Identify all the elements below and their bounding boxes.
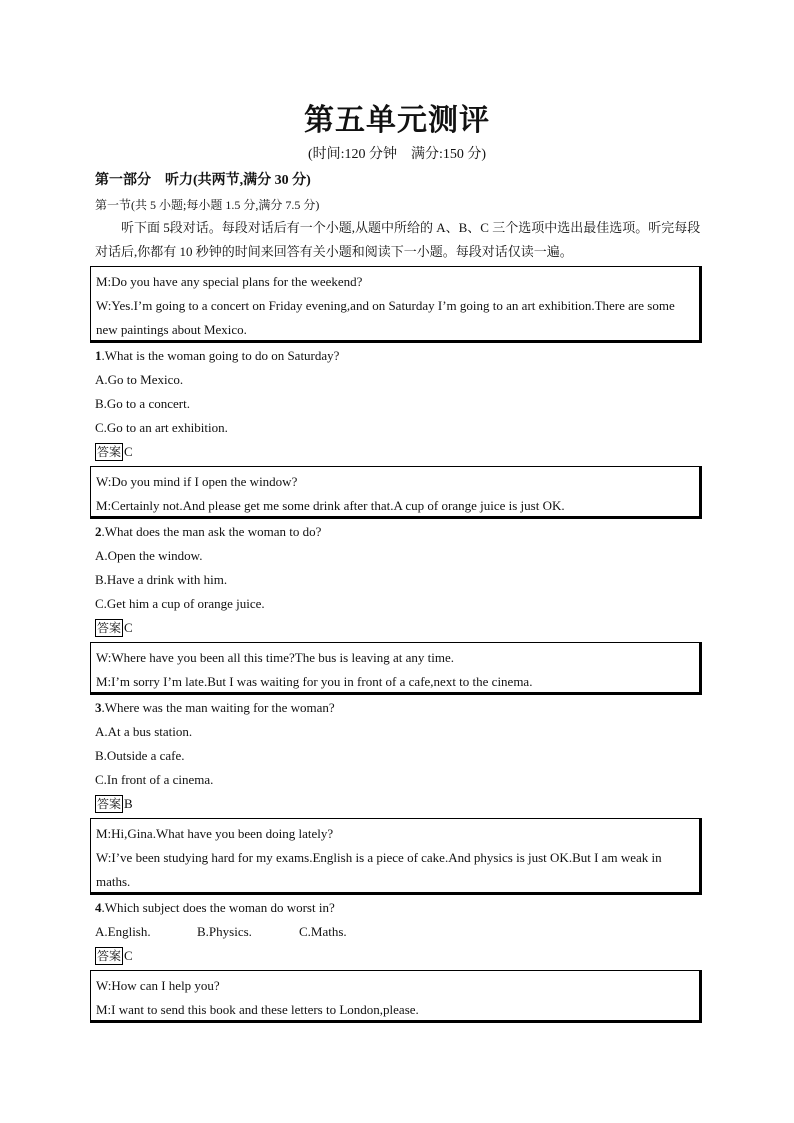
answer-4 <box>95 944 133 968</box>
question-text: .Where was the man waiting for the woman? <box>101 700 335 715</box>
option-b: B.Go to a concert. <box>95 396 190 411</box>
dialogue-line: M:I want to send this book and these letters to London,please. <box>96 1002 419 1017</box>
dialogue-box-4 <box>90 818 702 895</box>
question-4 <box>95 896 335 920</box>
part-label: 第一部分 <box>95 173 151 188</box>
option-b: B.Physics. <box>197 924 252 939</box>
part-heading <box>95 169 311 193</box>
dialogue-line: M:Hi,Gina.What have you been doing lately? <box>96 826 334 841</box>
option-a: A.English. <box>95 924 151 939</box>
option-a: A.At a bus station. <box>95 724 193 739</box>
dialogue-line: W:Where have you been all this time?The bus is leaving at any time. <box>96 650 454 665</box>
question-text: .What is the woman going to do on Saturday? <box>101 348 340 363</box>
answer-label: 答案 <box>97 797 122 811</box>
page-title: 第五单元测评 <box>304 104 490 137</box>
dialogue-box-5 <box>90 970 702 1023</box>
question-text: .Which subject does the woman do worst in? <box>101 900 335 915</box>
question-number: 4 <box>95 900 102 915</box>
dialogue-line: W:Yes.I’m going to a concert on Friday evening,and on Saturday I’m going to an art exhibition.There are some new paintings about Mexico. <box>96 298 675 337</box>
dialogue-line: W:I’ve been studying hard for my exams.English is a piece of cake.And physics is just OK.But I am weak in maths. <box>96 850 662 889</box>
option-b: B.Outside a cafe. <box>95 748 185 763</box>
option-c: C.Maths. <box>299 924 347 939</box>
question-number: 1 <box>95 348 102 363</box>
question-2 <box>95 520 321 544</box>
answer-value: B <box>124 796 133 811</box>
dialogue-line: W:Do you mind if I open the window? <box>96 474 298 489</box>
answer-label: 答案 <box>97 621 122 635</box>
dialogue-line: M:I’m sorry I’m late.But I was waiting for you in front of a cafe,next to the cinema. <box>96 674 533 689</box>
answer-1 <box>95 440 133 464</box>
question-1 <box>95 344 339 368</box>
dialogue-line: M:Certainly not.And please get me some drink after that.A cup of orange juice is just OK. <box>96 498 565 513</box>
page-subtitle: (时间:120 分钟 满分:150 分) <box>307 147 487 162</box>
question-text: .What does the man ask the woman to do? <box>101 524 322 539</box>
answer-value: C <box>124 620 133 635</box>
section-heading: 第一节(共 5 小题;每小题 1.5 分,满分 7.5 分) <box>95 198 320 212</box>
question-3 <box>95 696 335 720</box>
options-row <box>95 920 401 944</box>
dialogue-box-1 <box>90 266 702 343</box>
option-c: C.Go to an art exhibition. <box>95 420 228 435</box>
option-a: A.Open the window. <box>95 548 203 563</box>
answer-value: C <box>124 948 133 963</box>
option-c: C.Get him a cup of orange juice. <box>95 596 265 611</box>
answer-label: 答案 <box>97 949 122 963</box>
answer-value: C <box>124 444 133 459</box>
answer-2 <box>95 616 133 640</box>
dialogue-box-2 <box>90 466 702 519</box>
dialogue-line: M:Do you have any special plans for the weekend? <box>96 274 363 289</box>
question-number: 3 <box>95 700 102 715</box>
instructions: 听下面 5段对话。每段对话后有一个小题,从题中所给的 A、B、C 三个选项中选出最佳选项。听完每段对话后,你都有 10 秒钟的时间来回答有关小题和阅读下一小题。每段对话仅读一遍。 <box>95 220 701 259</box>
question-number: 2 <box>95 524 102 539</box>
answer-label: 答案 <box>97 445 122 459</box>
part-name: 听力(共两节,满分 30 分) <box>165 173 311 188</box>
dialogue-line: W:How can I help you? <box>96 978 220 993</box>
option-b: B.Have a drink with him. <box>95 572 228 587</box>
option-c: C.In front of a cinema. <box>95 772 214 787</box>
option-a: A.Go to Mexico. <box>95 372 184 387</box>
dialogue-box-3 <box>90 642 702 695</box>
answer-3 <box>95 792 133 816</box>
